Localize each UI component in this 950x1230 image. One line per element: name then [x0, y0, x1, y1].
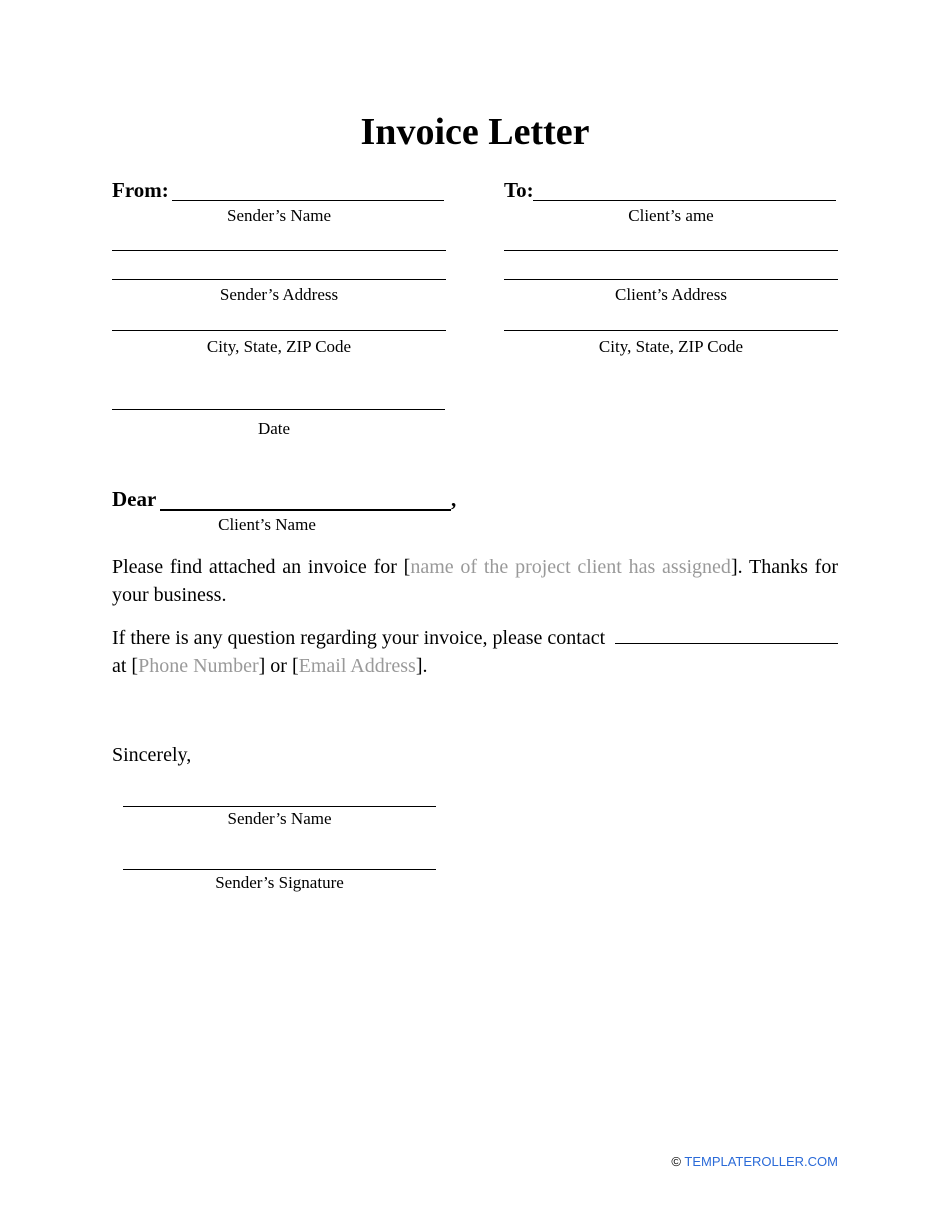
- client-address-line-1[interactable]: [504, 250, 838, 251]
- greeting-caption: Client’s Name: [218, 515, 316, 534]
- client-city-caption: City, State, ZIP Code: [598, 337, 744, 356]
- p1-text-before: Please find attached an invoice for [: [112, 556, 411, 578]
- sender-name-field[interactable]: [172, 200, 444, 201]
- p2-text-before: If there is any question regarding your invoice, please contact: [112, 627, 606, 649]
- p2-at: at [: [112, 655, 139, 677]
- closing-sender-name-field[interactable]: [123, 806, 436, 807]
- client-name-caption: Client’s ame: [628, 206, 714, 225]
- from-label: From:: [112, 178, 169, 202]
- sender-city-field[interactable]: [112, 330, 446, 331]
- greeting-comma: ,: [451, 487, 457, 511]
- sender-address-line-2[interactable]: [112, 279, 446, 280]
- phone-number-placeholder[interactable]: Phone Number: [138, 655, 259, 677]
- date-caption: Date: [257, 419, 291, 438]
- client-city-field[interactable]: [504, 330, 838, 331]
- to-label: To:: [504, 178, 534, 202]
- p1-text-after: ]. Thanks for your business.: [112, 556, 838, 606]
- templateroller-link[interactable]: TEMPLATEROLLER.COM: [684, 1154, 838, 1169]
- body-paragraph-2: [112, 624, 838, 680]
- sender-address-line-1[interactable]: [112, 250, 446, 251]
- sender-name-caption: Sender’s Name: [226, 206, 332, 225]
- client-address-caption: Client’s Address: [615, 285, 727, 304]
- greeting-label: Dear: [112, 487, 157, 511]
- page-title: Invoice Letter: [360, 111, 590, 153]
- body-paragraph-1: [112, 553, 838, 609]
- signature-field[interactable]: [123, 869, 436, 870]
- contact-person-field[interactable]: [615, 625, 838, 644]
- email-address-placeholder[interactable]: Email Address: [298, 655, 416, 677]
- date-field[interactable]: [112, 409, 445, 410]
- greeting-name-field[interactable]: [160, 509, 451, 511]
- closing-text: Sincerely,: [112, 744, 192, 766]
- closing-sender-name-caption: Sender’s Name: [227, 809, 332, 828]
- copyright-symbol: ©: [671, 1154, 681, 1169]
- sender-city-caption: City, State, ZIP Code: [206, 337, 352, 356]
- project-name-placeholder[interactable]: name of the project client has assigned: [410, 556, 731, 578]
- p2-end: ].: [415, 655, 428, 677]
- client-address-line-2[interactable]: [504, 279, 838, 280]
- client-name-field[interactable]: [533, 200, 836, 201]
- sender-address-caption: Sender’s Address: [219, 285, 339, 304]
- footer-credit: [671, 1154, 838, 1169]
- signature-caption: Sender’s Signature: [215, 873, 344, 892]
- p2-or: ] or [: [258, 655, 299, 677]
